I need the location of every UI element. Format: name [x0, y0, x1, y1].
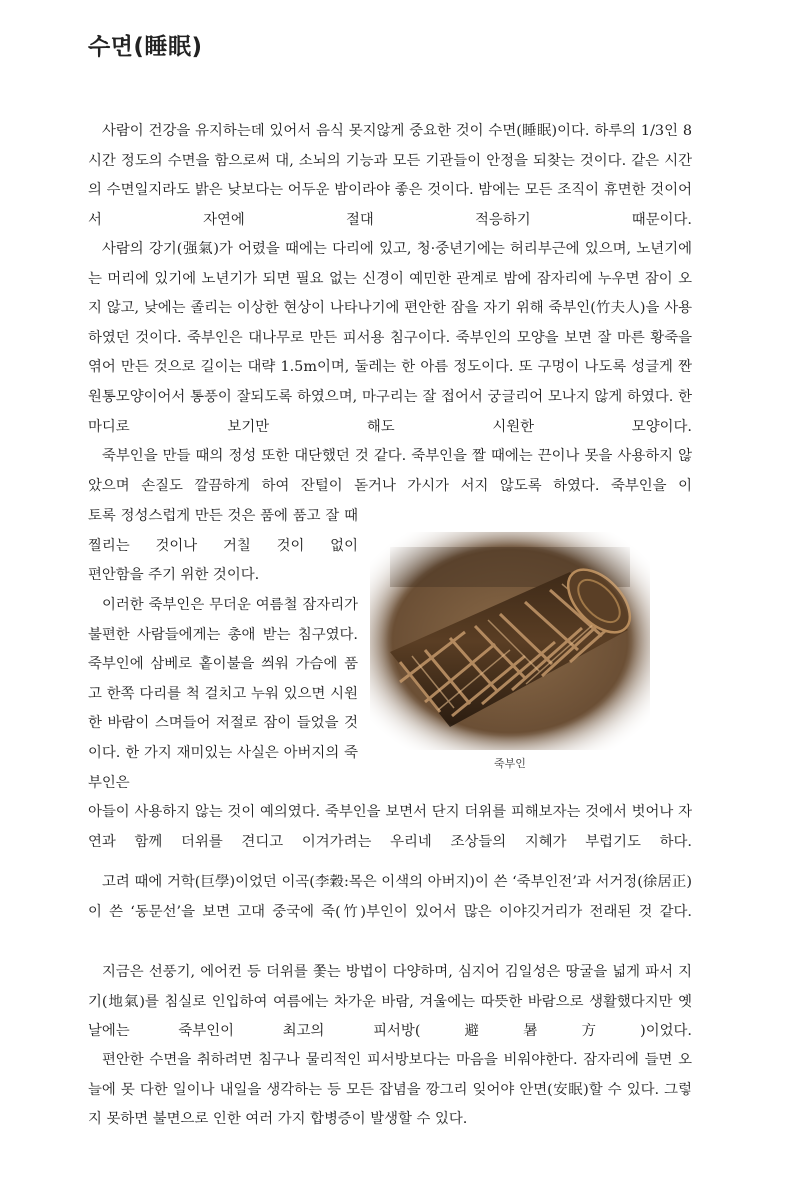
- paragraph-jukbuin-making: 죽부인을 만들 때의 정성 또한 대단했던 것 같다. 죽부인을 짤 때에는 끈이나 못을 사용하지 않았으며 손질도 깔끔하게 하여 잔털이 돋거나 가시가 서지 않도록 하였다. 죽부인을 이: [88, 448, 692, 494]
- paragraph-jukbuin-making-wrap: 토록 정성스럽게 만든 것은 품에 품고 잘 때 찔리는 것이나 거칠 것이 없이: [88, 508, 358, 554]
- paragraph-modern-cooling: 지금은 선풍기, 에어컨 등 더위를 쫓는 방법이 다양하며, 심지어 김일성은 땅굴을 넓게 파서 지기(地氣)를 침실로 인입하여 여름에는 차가운 바람, 겨울에는 따뜻한 바람으로 생활했다지만 옛날에는 죽부인이 최고의 피서방(避暑方)이었다.: [88, 964, 692, 1040]
- figure-caption: 죽부인: [494, 757, 526, 770]
- paragraph-jukbuin-summer-wrap: 이러한 죽부인은 무더운 여름철 잠자리가 불편한 사람들에게는 총애 받는 침구였다. 죽부인에 삼베로 홑이불을 씌워 가슴에 품고 한쪽 다리를 척 걸치고 누워 있으면 시원한 바람이 스며들어 저절로 잠이 들었을 것이다. 한 가지 재미있는 사실은 아버지의 죽부인은: [88, 597, 358, 791]
- paragraph-sleep-intro: 사람이 건강을 유지하는데 있어서 음식 못지않게 중요한 것이 수면(睡眠)이다. 하루의 1/3인 8시간 정도의 수면을 함으로써 대, 소뇌의 기능과 모든 기관들이 안정을 되찾는 것이다. 같은 시간의 수면일지라도 밝은 낮보다는 어두운 밤이라야 좋은 것이다. 밤에는 모든 조직이 휴면한 것이어서 자연에 절대 적응하기 때문이다.: [88, 123, 692, 228]
- paragraph-restful-sleep: 편안한 수면을 취하려면 침구나 물리적인 피서방보다는 마음을 비워야한다. 잠자리에 들면 오늘에 못 다한 일이나 내일을 생각하는 등 모든 잡념을 깡그리 잊어야 안면(安眠)할 수 있다. 그렇지 못하면 불면으로 인한 여러 가지 합병증이 발생할 수 있다.: [88, 1052, 692, 1128]
- paragraph-jukbuin-description: 사람의 강기(强氣)가 어렸을 때에는 다리에 있고, 청·중년기에는 허리부근에 있으며, 노년기에는 머리에 있기에 노년기가 되면 필요 없는 신경이 예민한 관계로 밤에 잠자리에 누우면 잠이 오지 않고, 낮에는 졸리는 이상한 현상이 나타나기에 편안한 잠을 자기 위해 죽부인(竹夫人)을 사용하였던 것이다. 죽부인은 대나무로 만든 피서용 침구이다. 죽부인의 모양을 보면 잘 마른 황죽을 엮어 만든 것으로 길이는 대략 1.5m이며, 둘레는 한 아름 정도이다. 또 구멍이 나도록 성글게 짠 원통모양이어서 통풍이 잘되도록 하였으며, 마구리는 잘 접어서 궁글리어 모나지 않게 하였다. 한마디로 보기만 해도 시원한 모양이다.: [88, 241, 692, 435]
- page-title: 수면(睡眠): [88, 34, 203, 60]
- paragraph-jukbuin-etiquette: 아들이 사용하지 않는 것이 예의였다. 죽부인을 보면서 단지 더위를 피해보자는 것에서 벗어나 자연과 함께 더위를 견디고 이겨가려는 우리네 조상들의 지혜가 부럽기도 하다.: [88, 804, 692, 850]
- jukbuin-photo: [370, 532, 650, 750]
- paragraph-historical-records: 고려 때에 거학(巨學)이었던 이곡(李穀:목은 이색의 아버지)이 쓴 ‘죽부인전’과 서거정(徐居正)이 쓴 ‘동문선’을 보면 고대 중국에 죽(竹)부인이 있어서 많은 이야깃거리가 전래된 것 같다.: [88, 874, 692, 920]
- paragraph-jukbuin-making-end: 편안함을 주기 위한 것이다.: [88, 567, 260, 583]
